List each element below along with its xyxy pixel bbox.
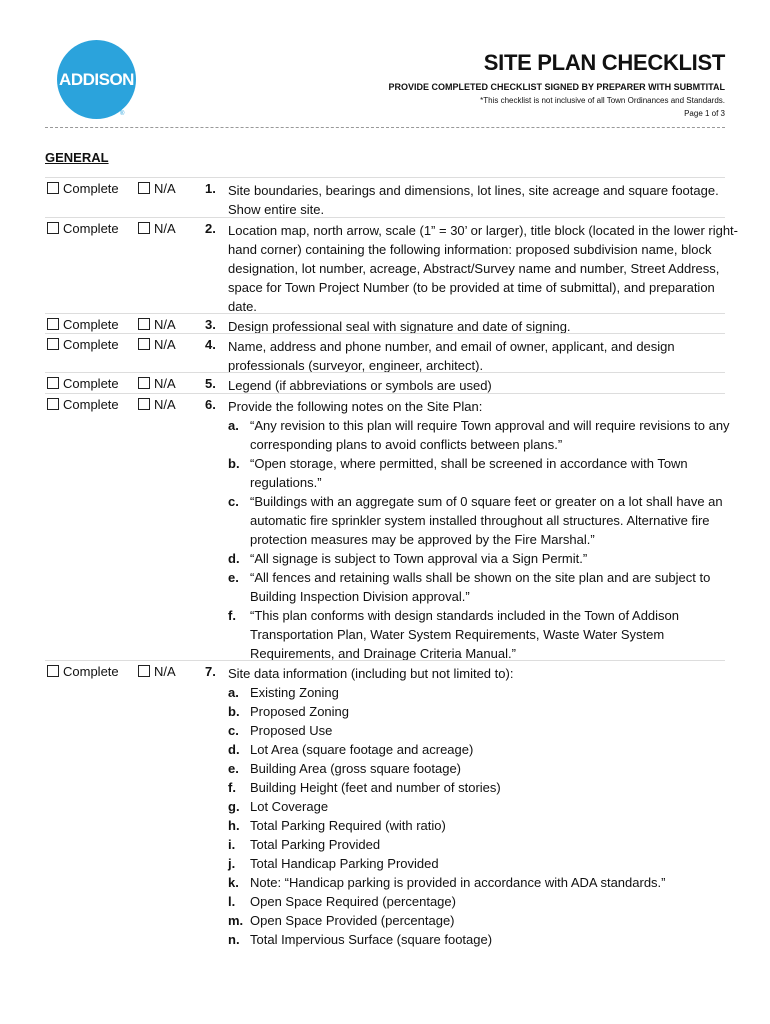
checkbox-icon	[138, 377, 150, 389]
sub-item	[228, 740, 738, 759]
complete-checkbox[interactable]	[47, 337, 119, 352]
sub-item-letter: g.	[228, 799, 240, 814]
row-divider	[45, 177, 725, 178]
page-number: Page 1 of 3	[684, 109, 725, 118]
sub-item-text: Open Space Provided (percentage)	[250, 913, 455, 928]
sub-item-letter: f.	[228, 780, 236, 795]
section-heading: GENERAL	[45, 150, 109, 165]
sub-item-text: “Any revision to this plan will require Town approval and will require revisions to any corresponding plans to avoid conflicts between plans.”	[250, 418, 730, 452]
sub-item	[228, 606, 738, 663]
sub-item-text: Building Area (gross square footage)	[250, 761, 462, 776]
checkbox-icon	[47, 338, 59, 350]
sub-item-letter: e.	[228, 570, 239, 585]
sub-item-letter: c.	[228, 494, 239, 509]
sub-item-text: “Buildings with an aggregate sum of 0 square feet or greater on a lot shall have an automatic fire sprinkler system installed throughout all structures. Alternative fire protection measures may be approved by the Fire Marshal.”	[250, 494, 723, 547]
sub-item	[228, 721, 738, 740]
sub-item-text: “This plan conforms with design standards included in the Town of Addison Transportation Plan, Water System Requirements, Waste Water System Requirements, and Drainage Criteria Manual.”	[250, 608, 680, 661]
complete-checkbox[interactable]	[47, 221, 119, 236]
item-number: 3.	[205, 317, 216, 332]
na-checkbox[interactable]	[138, 181, 176, 196]
na-checkbox[interactable]	[138, 337, 176, 352]
item-text: Location map, north arrow, scale (1” = 30’ or larger), title block (located in the lower right-hand corner) containing the following information: proposed subdivision name, block designation, lot number, acreage, Abstract/Survey name and number, Street Address, space for Town Project Number (to be provided at time of submittal), and preparation date.	[228, 223, 739, 314]
item-number: 2.	[205, 221, 216, 236]
na-label: N/A	[154, 221, 176, 236]
sub-item	[228, 892, 738, 911]
checkbox-icon	[138, 182, 150, 194]
complete-label: Complete	[63, 337, 119, 352]
sub-item	[228, 702, 738, 721]
sub-item	[228, 492, 738, 549]
checkbox-icon	[138, 665, 150, 677]
item-text: Site data information (including but not limited to): a. Existing Zoning b. Proposed Zoning c. Proposed Use d. Lot Area (square footage and acreage) e. Building Area (gross square footage) f. Building Height (feet and number of stories) g. Lot Coverage h. Total Parking Required (with ratio) i. Total Parking Provided j. Total Handicap Parking Provided k. Note: “Handicap parking is provided in accordance with ADA standards.” l. Open Space Required (percentage) m. Open Space Provided (percentage) n. Total Impervious Surface (square footage)	[228, 664, 738, 949]
sub-item-letter: d.	[228, 742, 240, 757]
complete-label: Complete	[63, 181, 119, 196]
sub-item	[228, 854, 738, 873]
item-text: Site boundaries, bearings and dimensions, lot lines, site acreage and square footage. Show entire site.	[228, 183, 719, 217]
checkbox-icon	[47, 398, 59, 410]
addison-logo: ADDISON	[57, 40, 136, 119]
header-divider	[45, 127, 725, 128]
sub-item	[228, 778, 738, 797]
sub-item	[228, 835, 738, 854]
sub-item	[228, 797, 738, 816]
checkbox-icon	[138, 398, 150, 410]
checkbox-icon	[47, 182, 59, 194]
sub-item-letter: i.	[228, 837, 236, 852]
na-checkbox[interactable]	[138, 317, 176, 332]
sub-item	[228, 683, 738, 702]
sub-item-text: “All signage is subject to Town approval via a Sign Permit.”	[250, 551, 588, 566]
page-subtitle: PROVIDE COMPLETED CHECKLIST SIGNED BY PREPARER WITH SUBMTITAL	[388, 82, 725, 92]
na-label: N/A	[154, 397, 176, 412]
sub-item	[228, 873, 738, 892]
sub-item-letter: k.	[228, 875, 239, 890]
sub-item-letter: b.	[228, 456, 240, 471]
na-checkbox[interactable]	[138, 221, 176, 236]
sub-item-text: Proposed Zoning	[250, 704, 350, 719]
checkbox-icon	[138, 338, 150, 350]
na-label: N/A	[154, 664, 176, 679]
sub-item	[228, 759, 738, 778]
item-number: 6.	[205, 397, 216, 412]
sub-item	[228, 816, 738, 835]
row-divider	[45, 217, 725, 218]
sub-item-letter: n.	[228, 932, 240, 947]
sub-item-text: Total Handicap Parking Provided	[250, 856, 439, 871]
sub-item-letter: m.	[228, 913, 244, 928]
complete-label: Complete	[63, 664, 119, 679]
row-divider	[45, 313, 725, 314]
sub-item	[228, 549, 738, 568]
sub-item-text: Building Height (feet and number of stories)	[250, 780, 501, 795]
na-label: N/A	[154, 317, 176, 332]
sub-item-letter: a.	[228, 685, 239, 700]
complete-checkbox[interactable]	[47, 397, 119, 412]
complete-checkbox[interactable]	[47, 664, 119, 679]
sub-item-text: Lot Area (square footage and acreage)	[250, 742, 474, 757]
sub-item	[228, 911, 738, 930]
complete-checkbox[interactable]	[47, 317, 119, 332]
sub-item-text: “All fences and retaining walls shall be shown on the site plan and are subject to Building Inspection Division approval.”	[250, 570, 711, 604]
sub-item-text: Existing Zoning	[250, 685, 339, 700]
sub-item-letter: f.	[228, 608, 236, 623]
sub-item-letter: a.	[228, 418, 239, 433]
item-text: Provide the following notes on the Site Plan: a. “Any revision to this plan will require Town approval and will require revisions to any corresponding plans to avoid conflicts between plans.” b. “Open storage, where permitted, shall be screened in accordance with Town regulations.” c. “Buildings with an aggregate sum of 0 square feet or greater on a lot shall have an automatic fire sprinkler system installed throughout all structures. Alternative fire protection measures may be approved by the Fire Marshal.” d. “All signage is subject to Town approval via a Sign Permit.” e. “All fences and retaining walls shall be shown on the site plan and are subject to Building Inspection Division approval.” f. “This plan conforms with design standards included in the Town of Addison Transportation Plan, Water System Requirements, Waste Water System Requirements, and Drainage Criteria Manual.”	[228, 397, 738, 663]
sub-item-text: Proposed Use	[250, 723, 333, 738]
item-text: Legend (if abbreviations or symbols are used)	[228, 378, 492, 393]
na-checkbox[interactable]	[138, 376, 176, 391]
sub-item-letter: c.	[228, 723, 239, 738]
complete-label: Complete	[63, 376, 119, 391]
disclaimer-note: *This checklist is not inclusive of all Town Ordinances and Standards.	[480, 96, 725, 105]
sub-item-text: Total Parking Provided	[250, 837, 381, 852]
na-checkbox[interactable]	[138, 664, 176, 679]
complete-checkbox[interactable]	[47, 376, 119, 391]
item-number: 4.	[205, 337, 216, 352]
sub-item-letter: j.	[228, 856, 236, 871]
sub-item	[228, 416, 738, 454]
item-number: 5.	[205, 376, 216, 391]
checkbox-icon	[138, 318, 150, 330]
sub-item	[228, 930, 738, 949]
page-title: SITE PLAN CHECKLIST	[483, 50, 725, 75]
complete-label: Complete	[63, 397, 119, 412]
complete-checkbox[interactable]	[47, 181, 119, 196]
na-label: N/A	[154, 337, 176, 352]
item-number: 7.	[205, 664, 216, 679]
sub-item	[228, 454, 738, 492]
na-checkbox[interactable]	[138, 397, 176, 412]
row-divider	[45, 660, 725, 661]
complete-label: Complete	[63, 317, 119, 332]
logo-trademark: ®	[120, 111, 125, 117]
item-number: 1.	[205, 181, 216, 196]
row-divider	[45, 372, 725, 373]
row-divider	[45, 333, 725, 334]
sub-item-text: Total Impervious Surface (square footage)	[250, 932, 493, 947]
item-text: Design professional seal with signature and date of signing.	[228, 319, 571, 334]
sub-item-letter: d.	[228, 551, 240, 566]
sub-item-letter: l.	[228, 894, 236, 909]
sub-item-letter: h.	[228, 818, 240, 833]
checkbox-icon	[47, 222, 59, 234]
item-text: Name, address and phone number, and email of owner, applicant, and design professionals (surveyor, engineer, architect).	[228, 339, 675, 373]
complete-label: Complete	[63, 221, 119, 236]
checkbox-icon	[47, 665, 59, 677]
sub-item-text: Lot Coverage	[250, 799, 329, 814]
checkbox-icon	[47, 318, 59, 330]
sub-item-text: “Open storage, where permitted, shall be screened in accordance with Town regulations.”	[250, 456, 688, 490]
sub-item	[228, 568, 738, 606]
checkbox-icon	[138, 222, 150, 234]
sub-item-letter: e.	[228, 761, 239, 776]
sub-item-text: Open Space Required (percentage)	[250, 894, 456, 909]
na-label: N/A	[154, 376, 176, 391]
sub-item-text: Total Parking Required (with ratio)	[250, 818, 446, 833]
row-divider	[45, 393, 725, 394]
sub-item-text: Note: “Handicap parking is provided in accordance with ADA standards.”	[250, 875, 666, 890]
checkbox-icon	[47, 377, 59, 389]
sub-item-letter: b.	[228, 704, 240, 719]
na-label: N/A	[154, 181, 176, 196]
